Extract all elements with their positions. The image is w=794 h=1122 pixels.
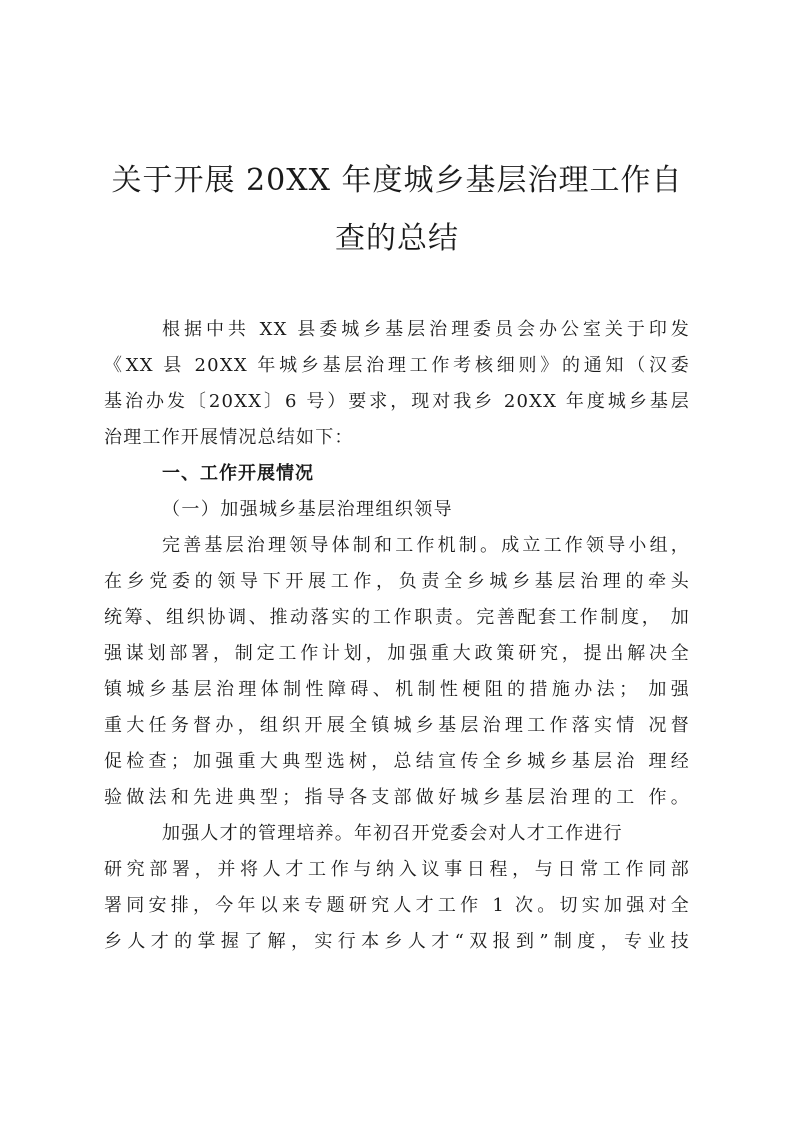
text-line: 研究部署，并将人才工作与纳入议事日程，与日常工作同部 bbox=[104, 859, 690, 880]
text-line: 根据中共 XX 县委城乡基层治理委员会办公室关于印发 bbox=[162, 319, 690, 340]
body-paragraph bbox=[104, 816, 690, 960]
text-line: 镇城乡基层治理体制性障碍、机制性梗阻的措施办法； 加强 bbox=[104, 679, 690, 700]
body-paragraph bbox=[104, 528, 690, 816]
text-line: 完善基层治理领导体制和工作机制。成立工作领导小组， bbox=[162, 535, 690, 556]
text-line: 在乡党委的领导下开展工作，负责全乡城乡基层治理的牵头 bbox=[104, 571, 690, 592]
document-title-line-2: 查的总结 bbox=[335, 221, 459, 256]
document-body bbox=[104, 312, 690, 960]
section-heading: 一、工作开展情况 bbox=[162, 463, 314, 484]
intro-paragraph bbox=[104, 312, 690, 456]
text-line: 促检查；加强重大典型选树，总结宣传全乡城乡基层治 理经 bbox=[104, 751, 690, 772]
text-line: 署同安排，今年以来专题研究人才工作 1 次。切实加强对全 bbox=[104, 895, 690, 916]
text-line: 乡人才的掌握了解，实行本乡人才“双报到”制度，专业技 bbox=[104, 931, 690, 952]
text-line: 验做法和先进典型；指导各支部做好城乡基层治理的工 作。 bbox=[104, 787, 690, 808]
text-line: 强谋划部署，制定工作计划，加强重大政策研究，提出解决全 bbox=[104, 643, 690, 664]
subsection-heading: （一）加强城乡基层治理组织领导 bbox=[162, 499, 453, 520]
text-line: 《XX 县 20XX 年城乡基层治理工作考核细则》的通知（汉委 bbox=[104, 355, 690, 376]
text-line: 重大任务督办，组织开展全镇城乡基层治理工作落实情 况督 bbox=[104, 715, 690, 736]
text-line: 统筹、组织协调、推动落实的工作职责。完善配套工作制度， 加 bbox=[104, 607, 690, 628]
document-title-line-1: 关于开展 20XX 年度城乡基层治理工作自 bbox=[111, 163, 683, 198]
text-line: 基治办发〔20XX〕6 号）要求，现对我乡 20XX 年度城乡基层 bbox=[104, 391, 690, 412]
text-line: 加强人才的管理培养。年初召开党委会对人才工作进行 bbox=[162, 823, 623, 844]
text-line: 治理工作开展情况总结如下： bbox=[104, 427, 354, 448]
